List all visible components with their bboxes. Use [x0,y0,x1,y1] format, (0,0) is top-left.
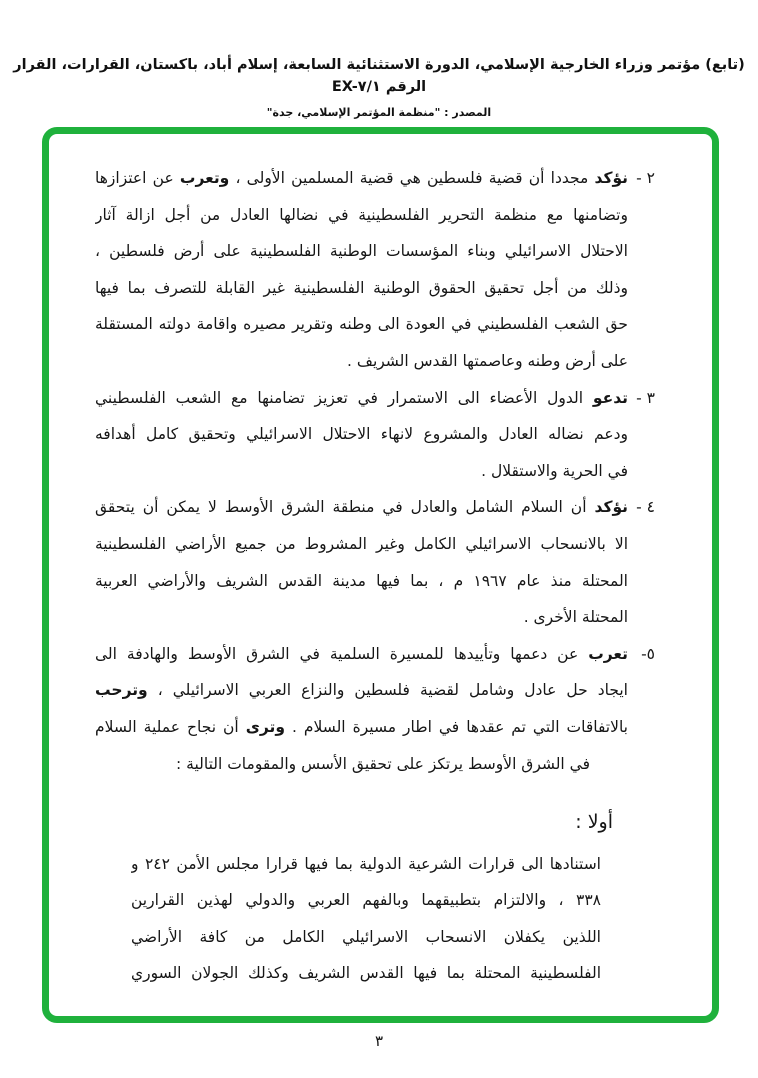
body-text: حق الشعب الفلسطيني في العودة الى وطنه وتقرير مصيره واقامة دولته المستقلة [95,315,628,334]
text-line [95,416,628,453]
page-number: ٣ [374,1032,384,1050]
emphasis-text: وترى [245,717,286,736]
body-text: في الحرية والاستقلال . [481,461,628,480]
text-line [95,233,628,270]
text-line [95,343,628,380]
text-line [95,453,628,490]
body-text: ٣٣٨ ، والالتزام بتطبيقهما وبالفهم العربي والدولي لهذين القرارين [131,891,601,910]
text-line [131,846,601,883]
item-text [95,636,628,782]
text-line [95,563,628,600]
content-frame [42,127,719,1023]
text-line [95,197,628,234]
text-line [95,489,628,526]
emphasis-text: تعرب [588,644,628,663]
text-line [95,160,628,197]
text-line [131,955,601,992]
body-text: استنادها الى قرارات الشرعية الدولية بما فيها قرارا مجلس الأمن ٢٤٢ و [131,854,601,873]
text-line [95,746,590,783]
numbered-item [95,380,655,490]
document-source: المصدر : "منظمة المؤتمر الإسلامي، جدة" [266,106,492,119]
body-text: اللذين يكفلان الانسحاب الاسرائيلي الكامل من كافة الأراضي [131,927,601,946]
text-line [95,599,628,636]
body-text: الا بالانسحاب الاسرائيلي الكامل وغير المشروط من جميع الأراضي الفلسطينية [95,534,628,553]
plain-paragraph [131,846,601,992]
body-text: أن نجاح عملية السلام [95,717,246,736]
body-text: عن دعمها وتأييدها للمسيرة السلمية في الشرق الأوسط والهادفة الى [95,644,589,663]
body-text: ايجاد حل عادل وشامل لقضية فلسطين والنزاع العربي الاسرائيلي ، [147,681,628,700]
text-line [95,636,628,673]
emphasis-text: نؤكد [594,498,628,517]
item-text [95,489,628,635]
body-text: المحتلة الأخرى . [523,608,628,627]
body-text: في الشرق الأوسط يرتكز على تحقيق الأسس والمقومات التالية : [176,754,590,773]
emphasis-text: تدعو [592,388,628,407]
body-text: ودعم نضاله العادل والمشروع لانهاء الاحتلال الاسرائيلي وتحقيق كامل أهدافه [95,425,628,444]
text-line [95,380,628,417]
text-line [95,526,628,563]
document-body [49,134,712,992]
text-line [95,306,628,343]
body-text: الفلسطينية المحتلة بما فيها القدس الشريف وكذلك الجولان السوري [131,964,601,983]
body-text: وتضامنها مع منظمة التحرير الفلسطينية في نضالها العادل من أجل ازالة آثار [95,205,628,224]
emphasis-text: وترحب [95,681,148,700]
emphasis-text: نؤكد [594,169,628,187]
text-line [95,672,628,709]
document-title [0,54,758,98]
text-line [95,709,628,746]
text-line [95,270,628,307]
body-text: بالاتفاقات التي تم عقدها في اطار مسيرة السلام . [285,717,628,736]
item-number: ٥- [641,644,655,663]
body-text: الاحتلال الاسرائيلي وبناء المؤسسات الوطنية الفلسطينية على أرض فلسطين ، [95,242,628,261]
item-number: ٣ - [636,388,655,407]
item-number: ٤ - [636,498,655,517]
body-text: وذلك من أجل تحقيق الحقوق الوطنية الفلسطينية غير القابلة للتصرف بما فيها [95,278,628,297]
body-text: المحتلة منذ عام ١٩٦٧ م ، بما فيها مدينة القدس الشريف والأراضي العربية [95,571,628,590]
numbered-item [95,636,655,782]
body-text: عن اعتزازها [95,169,180,187]
body-text: على أرض وطنه وعاصمتها القدس الشريف . [347,351,628,370]
item-text [95,160,628,380]
emphasis-text: وتعرب [179,169,230,187]
body-text: أن السلام الشامل والعادل في منطقة الشرق الأوسط لا يمكن أن يتحقق [95,498,595,517]
text-line [131,882,601,919]
body-text: الدول الأعضاء الى الاستمرار في تعزيز تضامنها مع الشعب الفلسطيني [95,388,593,407]
body-text: مجددا أن قضية فلسطين هي قضية المسلمين الأولى ، [229,169,595,187]
section-heading: أولا : [575,811,613,834]
resolution-code: EX-٧/١ [331,79,381,95]
item-text [95,380,628,490]
item-number: ٢ - [636,169,655,187]
numbered-item [95,489,655,635]
document-header [0,54,758,119]
numbered-item [95,160,655,380]
document-title-text: (تابع) مؤتمر وزراء الخارجية الإسلامي، الدورة الاستثنائية السابعة، إسلام أباد، باكستان، القرارات، القرار الرقم [13,57,745,95]
text-line [131,919,601,956]
